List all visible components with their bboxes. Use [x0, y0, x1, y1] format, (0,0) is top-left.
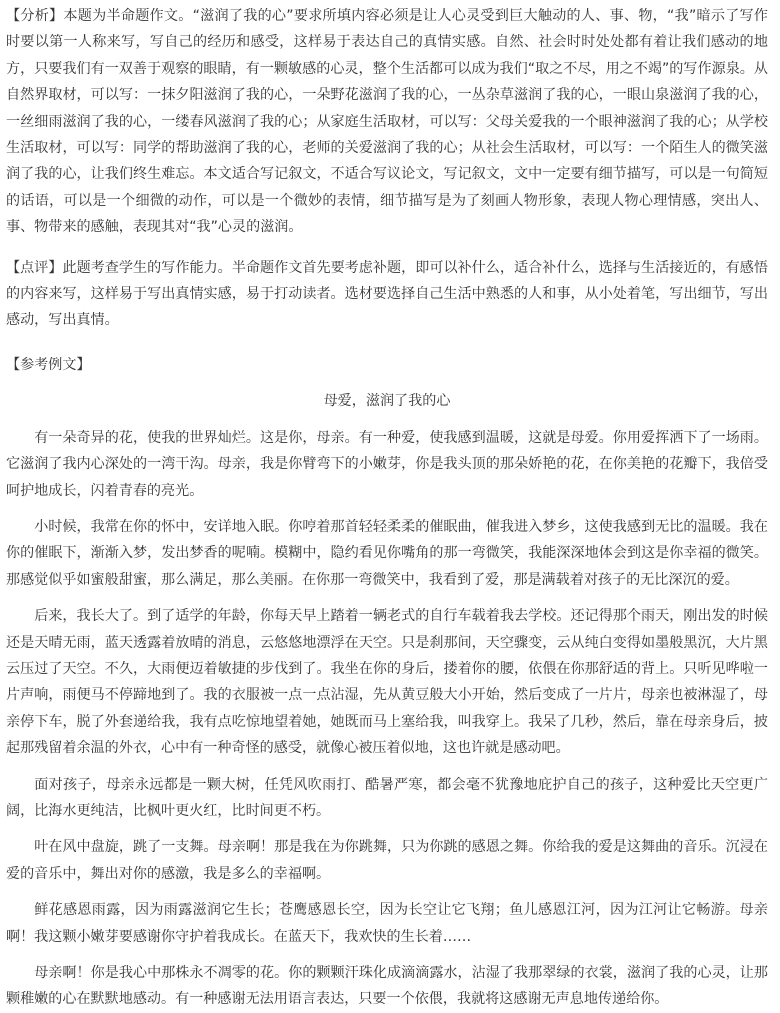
reference-essay-heading: 【参考例文】 [6, 356, 91, 373]
essay-paragraph: 有一朵奇异的花，使我的世界灿烂。这是你，母亲。有一种爱，使我感到温暖，这就是母爱。你用爱挥洒下了一场雨。它滋润了我内心深处的一湾干沟。母亲，我是你臂弯下的小嫩芽，你是我头顶的那朵娇艳的花，在你美艳的花瓣下，我倍受呵护地成长，闪着青春的亮光。 [6, 429, 768, 499]
comment-label: 【点评】 [6, 259, 63, 276]
essay-paragraph: 后来，我长大了。到了适学的年龄，你每天早上踏着一辆老式的自行车载着我去学校。还记得那个雨天，刚出发的时候还是天晴无雨，蓝天透露着放晴的消息，云悠悠地漂浮在天空。只是刹那间，天空骤变，云从纯白变得如墨般黑沉，大片黑云压过了天空。不久，大雨便迈着敏捷的步伐到了。我坐在你的身后，搂着你的腰，依偎在你那舒适的背上。只听见哗啦一片声响，雨便马不停蹄地到了。我的衣服被一点一点沾湿，先从黄豆般大小开始，然后变成了一片片，母亲也被淋湿了，母亲停下车，脱了外套递给我，我有点吃惊地望着她，她既而马上塞给我，叫我穿上。我呆了几秒，然后，靠在母亲身后，披起那残留着余温的外衣，心中有一种奇怪的感受，就像心被压着似地，这也许就是感动吧。 [6, 608, 768, 757]
essay-paragraph: 面对孩子，母亲永远都是一颗大树，任凭风吹雨打、酷暑严寒，都会毫不犹豫地庇护自己的孩子，这种爱比天空更广阔，比海水更纯洁，比枫叶更火红，比时间更不朽。 [6, 776, 768, 819]
essay-paragraph: 叶在风中盘旋，跳了一支舞。母亲啊！那是我在为你跳舞，只为你跳的感恩之舞。你给我的爱是这舞曲的音乐。沉浸在爱的音乐中，舞出对你的感激，我是多么的幸福啊。 [6, 839, 768, 882]
analysis-section [6, 3, 768, 241]
analysis-label: 【分析】 [6, 8, 64, 24]
essay-title: 母爱，滋润了我的心 [323, 393, 451, 410]
comment-text: 此题考查学生的写作能力。半命题作文首先要考虑补题，即可以补什么，适合补什么，选择与生活接近的，有感悟的内容来写，这样易于写出真情实感，易于打动读者。选材要选择自己生活中熟悉的人和事，从小处着笔，写出细节，写出感动，写出真情。 [6, 259, 769, 329]
comment-section [6, 255, 768, 334]
analysis-text: 本题为半命题作文。“滋润了我的心”要求所填内容必须是让人心灵受到巨大触动的人、事、物，“我”暗示了写作时要以第一人称来写，写自己的经历和感受，这样易于表达自己的真情实感。自然、社会时时处处都有着让我们感动的地方，只要我们有一双善于观察的眼睛，有一颗敏感的心灵，整个生活都可以成为我们“取之不尽，用之不竭”的写作源泉。从自然界取材，可以写：一抹夕阳滋润了我的心，一朵野花滋润了我的心，一丛杂草滋润了我的心，一眼山泉滋润了我的心，一丝细雨滋润了我的心，一缕春风滋润了我的心；从家庭生活取材，可以写：父母关爱我的一个眼神滋润了我的心；从学校生活取材，可以写：同学的帮助滋润了我的心，老师的关爱滋润了我的心；从社会生活取材，可以写：一个陌生人的微笑滋润了我的心，让我们终生难忘。本文适合写记叙文，不适合写议论文，写记叙文，文中一定要有细节描写，可以是一句简短的话语，可以是一个细微的动作，可以是一个微妙的表情，细节描写是为了刻画人物形象，表现人物心理情感，突出人、事、物带来的感触，表现其对“我”心灵的滋润。 [6, 8, 769, 236]
essay-paragraph: 母亲啊！你是我心中那株永不凋零的花。你的颗颗汗珠化成滴滴露水，沾湿了我那翠绿的衣裳，滋润了我的心灵，让那颗稚嫩的心在默默地感动。有一种感谢无法用语言表达，只要一个依偎，我就将这感谢无声息地传递给你。 [6, 965, 768, 1008]
essay-paragraph: 鲜花感恩雨露，因为雨露滋润它生长；苍鹰感恩长空，因为长空让它飞翔；鱼儿感恩江河，因为江河让它畅游。母亲啊！我这颗小嫩芽要感谢你守护着我成长。在蓝天下，我欢快的生长着…… [6, 902, 768, 945]
essay-paragraph: 小时候，我常在你的怀中，安详地入眠。你哼着那首轻轻柔柔的催眠曲，催我进入梦乡，这使我感到无比的温暖。我在你的催眠下，渐渐入梦，发出梦香的呢喃。模糊中，隐约看见你嘴角的那一弯微笑，我能深深地体会到这是你幸福的微笑。那感觉似乎如蜜般甜蜜，那么满足，那么美丽。在你那一弯微笑中，我看到了爱，那是满载着对孩子的无比深沉的爱。 [6, 518, 768, 588]
